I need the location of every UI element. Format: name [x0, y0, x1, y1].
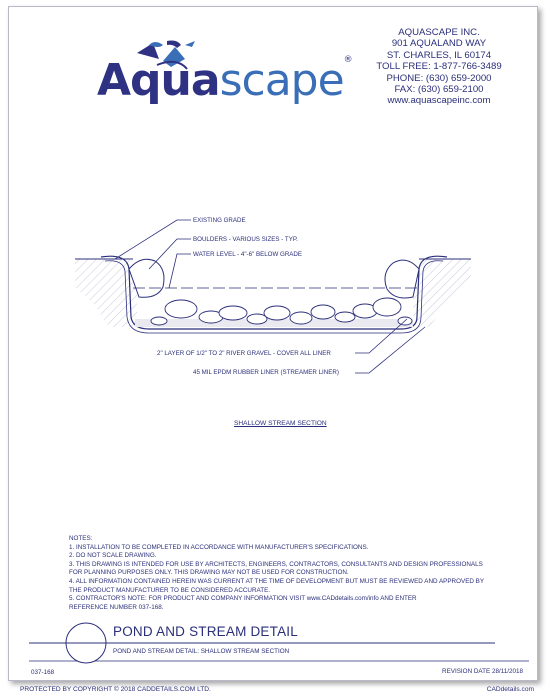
company-city: ST. CHARLES, IL 60174	[386, 49, 492, 61]
callout-liner: 45 MIL EPDM RUBBER LINER (STREAMER LINER)	[193, 369, 339, 376]
callout-water-level: WATER LEVEL - 4"-6" BELOW GRADE	[193, 251, 303, 258]
note-line: 3. THIS DRAWING IS INTENDED FOR USE BY ARCHITECTS, ENGINEERS, CONTRACTORS, CONSULTANTS AND DESIGN PROFESSIONALS	[69, 560, 483, 568]
note-line: REFERENCE NUMBER 037-168.	[69, 603, 164, 611]
note-line: THE PRODUCT MANUFACTURER TO BE CONSIDERED ACCURATE.	[69, 586, 271, 594]
boulder-right-bank	[385, 260, 419, 298]
company-name: AQUASCAPE INC.	[398, 27, 480, 38]
company-website: www.aquascapeinc.com	[387, 95, 491, 107]
copyright-notice: PROTECTED BY COPYRIGHT © 2018 CADDETAILS.COM LTD.	[20, 686, 211, 693]
notes-heading: NOTES:	[69, 535, 93, 542]
note-line: FOR PLANNING PURPOSES ONLY. THIS DRAWING MAY NOT BE USED FOR CONSTRUCTION.	[69, 569, 349, 577]
drawing-title: POND AND STREAM DETAIL	[113, 624, 298, 639]
logo-wordmark-aqua: Aqua	[97, 55, 220, 106]
note-line: 2. DO NOT SCALE DRAWING.	[69, 552, 157, 560]
drawing-sheet	[8, 6, 538, 681]
logo-wordmark-scape: scape	[219, 55, 344, 106]
note-line: 5. CONTRACTOR'S NOTE: FOR PRODUCT AND COMPANY INFORMATION VISIT www.CADdetails.com/info AND ENTER	[69, 595, 417, 603]
callout-boulders: BOULDERS - VARIOUS SIZES - TYP.	[193, 236, 298, 243]
caddetails-link[interactable]: CADdetails.com	[486, 686, 534, 693]
drawing-subtitle: POND AND STREAM DETAIL: SHALLOW STREAM SECTION	[113, 648, 290, 655]
logo-registered-mark: ®	[343, 55, 352, 65]
company-phone: PHONE: (630) 659-2000	[386, 72, 492, 84]
soil-hatch-left	[75, 259, 137, 327]
note-line: 1. INSTALLATION TO BE COMPLETED IN ACCORDANCE WITH MANUFACTURER'S SPECIFICATIONS.	[69, 543, 369, 551]
callout-gravel: 2" LAYER OF 1/2" TO 2" RIVER GRAVEL - COVER ALL LINER	[157, 350, 331, 357]
company-toll-free: TOLL FREE: 1-877-766-3489	[376, 61, 502, 73]
notes-block	[69, 535, 484, 612]
callout-existing-grade: EXISTING GRADE	[193, 217, 246, 224]
company-fax: FAX: (630) 659-2100	[394, 84, 484, 96]
section-title: SHALLOW STREAM SECTION	[234, 420, 327, 427]
revision-date: REVISION DATE 28/11/2018	[442, 668, 523, 675]
company-street: 901 AQUALAND WAY	[391, 38, 487, 50]
note-line: 4. ALL INFORMATION CONTAINED HEREIN WAS CURRENT AT THE TIME OF DEVELOPMENT BUT MUST BE REVIEWED AND APPROVED BY	[69, 577, 485, 585]
reference-number: 037-168	[31, 669, 55, 676]
